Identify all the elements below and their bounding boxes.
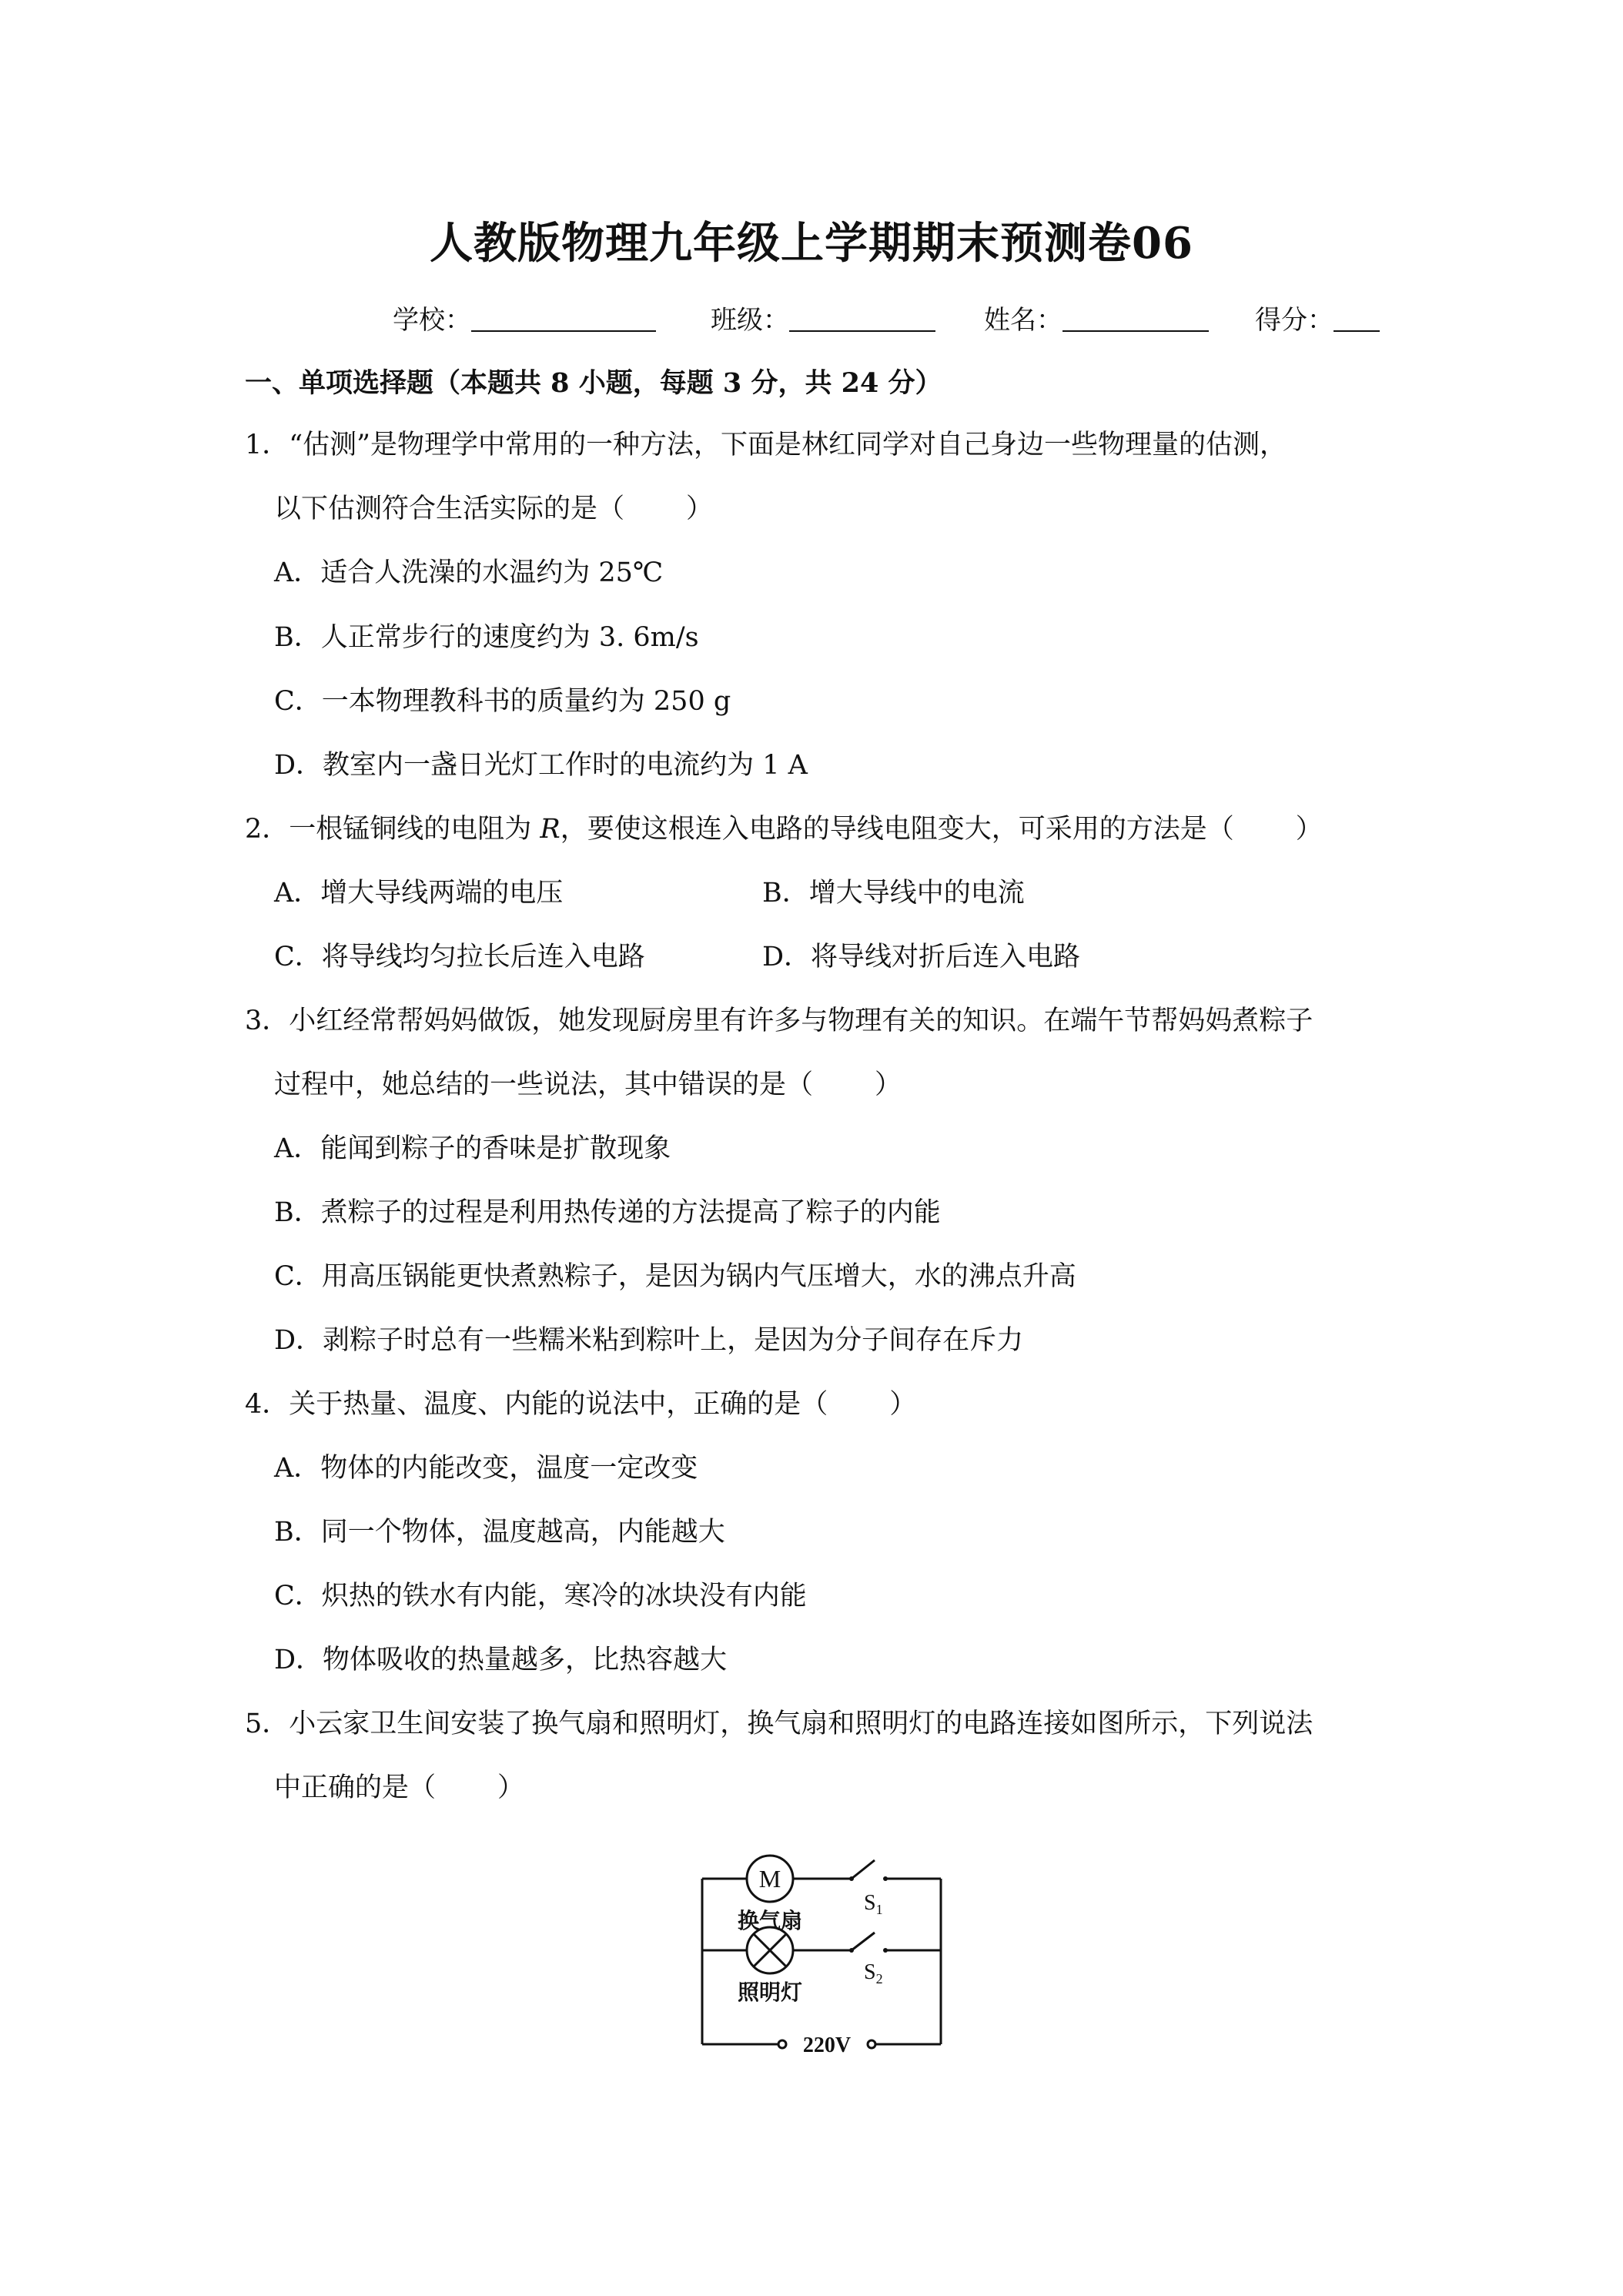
fan-label: 换气扇 — [737, 1909, 803, 1933]
q4-option-d[interactable]: D．物体吸收的热量越多，比热容越大 — [274, 1645, 728, 1675]
voltage-label: 220V — [802, 2033, 852, 2057]
q2-stem: 2．一根锰铜线的电阻为 R，要使这根连入电路的导线电阻变大，可采用的方法是（ ） — [245, 814, 1323, 845]
q3-stem-line2: 过程中，她总结的一些说法，其中错误的是（ ） — [274, 1069, 902, 1100]
q3-option-a[interactable]: A．能闻到粽子的香味是扩散现象 — [274, 1133, 671, 1164]
q3-option-b[interactable]: B．煮粽子的过程是利用热传递的方法提高了粽子的内能 — [274, 1197, 941, 1228]
info-score — [1255, 299, 1380, 336]
q1-option-a[interactable]: A．适合人洗澡的水温约为 25℃ — [274, 557, 664, 588]
q5-stem-line1: 5．小云家卫生间安装了换气扇和照明灯，换气扇和照明灯的电路连接如图所示，下列说法 — [245, 1709, 1313, 1739]
page-title: 人教版物理九年级上学期期末预测卷06 — [430, 218, 1193, 269]
q3-option-c[interactable]: C．用高压锅能更快煮熟粽子，是因为锅内气压增大，水的沸点升高 — [274, 1261, 1076, 1292]
q4-stem: 4．关于热量、温度、内能的说法中，正确的是（ ） — [245, 1389, 917, 1420]
school-label: 学校： — [393, 305, 471, 336]
section-heading: 一、单项选择题（本题共 8 小题，每题 3 分，共 24 分） — [245, 367, 942, 399]
score-blank[interactable] — [1334, 307, 1380, 332]
q4-option-b[interactable]: B．同一个物体，温度越高，内能越大 — [274, 1517, 725, 1548]
score-label: 得分： — [1255, 305, 1334, 336]
lamp-label: 照明灯 — [737, 1981, 803, 2005]
switch-s1-blade — [852, 1860, 875, 1879]
switch-s2-blade — [852, 1933, 875, 1950]
switch-s2-label: $S_2$ — [864, 1960, 883, 1986]
q4-option-c[interactable]: C．炽热的铁水有内能，寒冷的冰块没有内能 — [274, 1581, 807, 1612]
info-name — [984, 299, 1209, 336]
q5-stem-line2: 中正确的是（ ） — [274, 1772, 525, 1803]
q3-option-d[interactable]: D．剥粽子时总有一些糯米粘到粽叶上，是因为分子间存在斥力 — [274, 1325, 1024, 1356]
q1-option-d[interactable]: D．教室内一盏日光灯工作时的电流约为 1 A — [274, 750, 808, 781]
class-label: 班级： — [711, 305, 789, 336]
q2-option-a[interactable]: A．增大导线两端的电压 — [274, 878, 564, 909]
class-blank[interactable] — [789, 307, 935, 332]
q4-option-a[interactable]: A．物体的内能改变，温度一定改变 — [274, 1453, 698, 1484]
q1-option-c[interactable]: C．一本物理教科书的质量约为 250 g — [274, 686, 731, 717]
terminal-right — [868, 2040, 875, 2048]
q2-option-d[interactable]: D．将导线对折后连入电路 — [762, 942, 1081, 972]
circuit-diagram — [693, 1840, 955, 2063]
q1-stem-line1: 1．“估测”是物理学中常用的一种方法，下面是林红同学对自己身边一些物理量的估测， — [245, 430, 1287, 460]
motor-label: M — [758, 1865, 781, 1893]
q3-stem-line1: 3．小红经常帮妈妈做饭，她发现厨房里有许多与物理有关的知识。在端午节帮妈妈煮粽子 — [245, 1006, 1313, 1036]
info-class — [711, 299, 935, 336]
school-blank[interactable] — [471, 307, 656, 332]
q1-stem-line2: 以下估测符合生活实际的是（ ） — [274, 494, 714, 524]
switch-s1-label: $S_1$ — [864, 1891, 883, 1917]
info-school — [393, 299, 656, 336]
q2-option-c[interactable]: C．将导线均匀拉长后连入电路 — [274, 942, 645, 972]
name-blank[interactable] — [1062, 307, 1209, 332]
terminal-left — [778, 2040, 786, 2048]
q2-option-b[interactable]: B．增大导线中的电流 — [762, 878, 1025, 909]
q1-option-b[interactable]: B．人正常步行的速度约为 3. 6m/s — [274, 622, 699, 653]
name-label: 姓名： — [984, 305, 1062, 336]
